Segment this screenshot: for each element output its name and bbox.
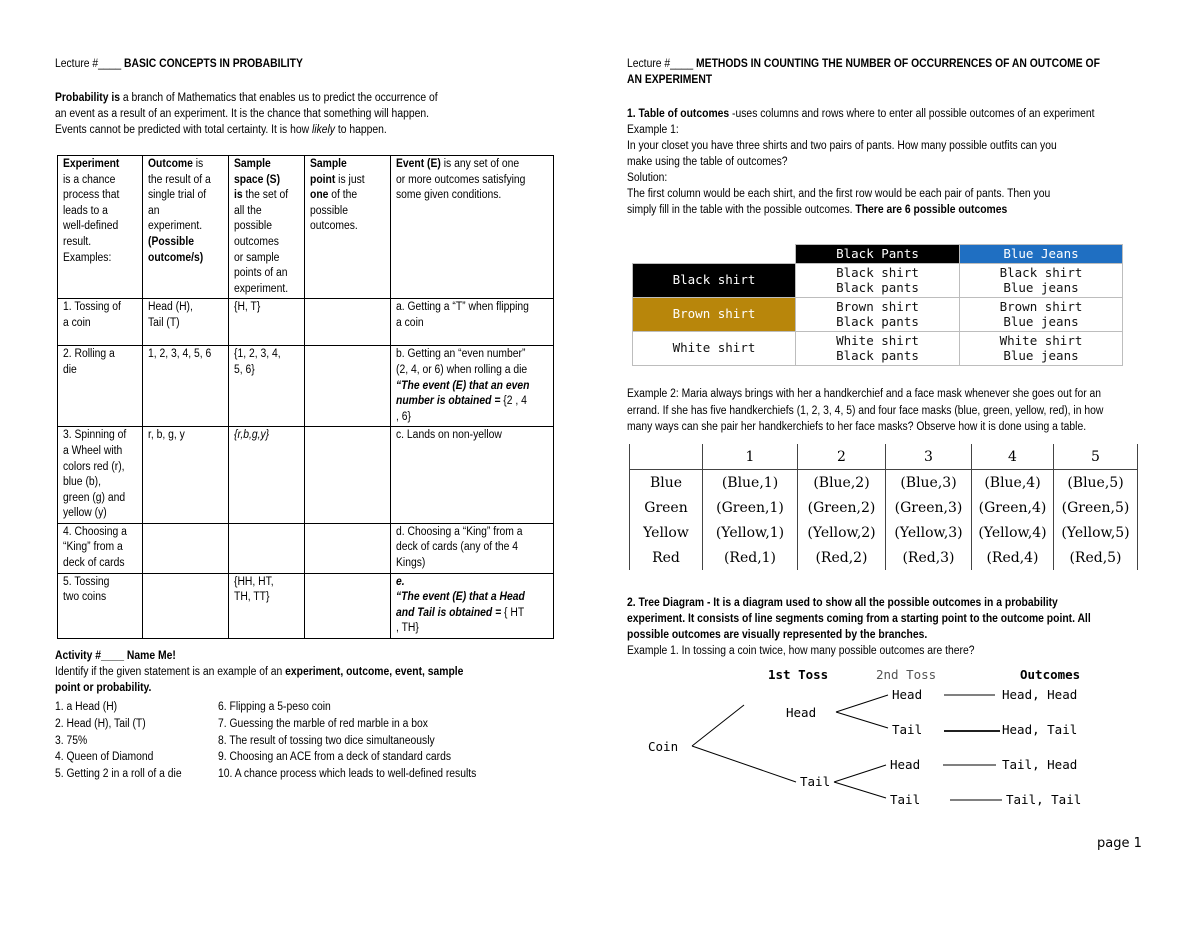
table-row: Yellow (Yellow,1) (Yellow,2) (Yellow,3) (Yellow,4) (Yellow,5) <box>630 520 1138 545</box>
tree-outcome: Head, Head <box>1002 687 1078 702</box>
header-outcome: Outcome is the result of a single trial of an experiment. (Possible outcome/s) <box>143 156 229 299</box>
header-event: Event (E) is any set of one or more outcomes satisfying some given conditions. <box>391 156 554 299</box>
activity-section: Activity #____ Name Me! Identify if the given statement is an example of an experiment, outcome, event, sample point or probability. <box>55 650 464 694</box>
pairing-table: 1 2 3 4 5 Blue (Blue,1) (Blue,2) (Blue,3) (Blue,4) (Blue,5) Green (Green,1) (Green,2) (Green,3) (Green,4) (Green,5) Yellow (Yellow,1) (Yellow,2) (Yellow,3) (Yellow,4) (Yellow,5) Red (Red,1) (Red,2) (Red,3) (Red,4) (Red,5) <box>629 444 1138 570</box>
tree-outcome: Tail, Head <box>1002 757 1078 772</box>
list-item: 2. Head (H), Tail (T) <box>55 717 146 730</box>
tree-outcome: Head, Tail <box>1002 722 1078 737</box>
tree-header-outcomes: Outcomes <box>1020 668 1081 682</box>
row-header-white-shirt: White shirt <box>633 331 796 365</box>
row-header-black-shirt: Black shirt <box>633 263 796 297</box>
tree-header-2nd-toss: 2nd Toss <box>876 668 937 682</box>
table-row: Blue (Blue,1) (Blue,2) (Blue,3) (Blue,4) (Blue,5) <box>630 470 1138 496</box>
activity-title: Activity #____ Name Me! <box>55 650 176 662</box>
page-number: page 1 <box>1097 836 1142 851</box>
table-row: 4. Choosing a “King” from a deck of cards d. Choosing a “King” from a deck of cards (any of the 4 Kings) <box>58 523 554 573</box>
list-item: 9. Choosing an ACE from a deck of standard cards <box>218 751 452 764</box>
activity-items-right <box>218 699 476 783</box>
tree-header-1st-toss: 1st Toss <box>768 668 829 682</box>
list-item: 5. Getting 2 in a roll of a die <box>55 768 182 781</box>
col-header-black-pants: Black Pants <box>796 245 960 264</box>
tree-outcome: Tail, Tail <box>1006 792 1082 807</box>
list-item: 6. Flipping a 5-peso coin <box>218 701 331 713</box>
header-sample-space: Sample space (S) is the set of all the possible outcomes or sample points of an experiment. <box>229 156 305 299</box>
tree-leaf-head: Head <box>892 687 923 702</box>
table-row: 3. Spinning of a Wheel with colors red (r), blue (b), green (g) and yellow (y) r, b, g, y {r,b,g,y} c. Lands on non-yellow <box>58 427 554 524</box>
left-lecture-heading: Lecture #____ BASIC CONCEPTS IN PROBABILITY <box>55 58 303 70</box>
right-lecture-heading: Lecture #____ METHODS IN COUNTING THE NUMBER OF OCCURRENCES OF AN OUTCOME OF AN EXPERIMENT <box>627 58 1100 86</box>
table-row: Green (Green,1) (Green,2) (Green,3) (Green,4) (Green,5) <box>630 495 1138 520</box>
tree-diagram-section: 2. Tree Diagram - It is a diagram used to show all the possible outcomes in a probability experiment. It consists of line segments coming from a starting point to the outcome point. All possible outcomes are visually represented by the branches. Example 1. In tossing a coin twice, how many possible outcomes are there? <box>627 597 1091 657</box>
concepts-table <box>57 155 554 639</box>
list-item: 7. Guessing the marble of red marble in a box <box>218 717 428 730</box>
tree-node-head: Head <box>786 705 817 720</box>
list-item: 1. a Head (H) <box>55 701 118 713</box>
row-header-brown-shirt: Brown shirt <box>633 297 796 331</box>
tree-node-tail: Tail <box>800 774 831 789</box>
outfit-table: Black Pants Blue Jeans Black shirt Black shirt Black pants Black shirt Blue jeans Brown shirt Brown shirt Black pants Brown shirt Blue jeans White shirt White shirt Black pants White shirt Blue jeans <box>632 244 1123 366</box>
table-row: Red (Red,1) (Red,2) (Red,3) (Red,4) (Red,5) <box>630 545 1138 570</box>
list-item: 10. A chance process which leads to well-defined results <box>218 768 477 781</box>
list-item: 4. Queen of Diamond <box>55 751 154 764</box>
tree-leaf-tail: Tail <box>892 722 923 737</box>
example-2-text: Example 2: Maria always brings with her a handkerchief and a face mask whenever she goes out for an errand. If she has five handkerchiefs (1, 2, 3, 4, 5) and four face masks (blue, green, yellow, red), in how many ways can she pair her handkerchiefs to her face masks? Observe how it is done using a table. <box>627 388 1104 433</box>
activity-items-left <box>55 699 182 783</box>
header-experiment: Experiment is a chance process that leads to a well-defined result. Examples: <box>58 156 143 299</box>
table-header-row <box>58 156 554 299</box>
tree-leaf-head: Head <box>890 757 921 772</box>
list-item: 8. The result of tossing two dice simultaneously <box>218 734 435 747</box>
table-row: 1. Tossing of a coin Head (H), Tail (T) {H, T} a. Getting a “T” when flipping a coin <box>58 299 554 346</box>
coin-toss-tree-diagram <box>640 668 1140 818</box>
col-header-blue-jeans: Blue Jeans <box>960 245 1123 264</box>
table-row: 5. Tossing two coins {HH, HT, TH, TT} e. “The event (E) that a Head and Tail is obtained = { HT , TH} <box>58 573 554 638</box>
table-of-outcomes-section: 1. Table of outcomes -uses columns and rows where to enter all possible outcomes of an experiment Example 1: In your closet you have three shirts and two pairs of pants. How many possible outfits can you make using the table of outcomes? Solution: The first column would be each shirt, and the first row would be each pair of pants. Then you simply fill in the table with the possible outcomes. There are 6 possible outcomes <box>627 108 1095 216</box>
probability-definition: Probability is a branch of Mathematics that enables us to predict the occurrence of an event as a result of an experiment. It is the chance that something will happen. Events cannot be predicted with total certainty. It is how likely to happen. <box>55 92 438 136</box>
list-item: 3. 75% <box>55 734 88 747</box>
tree-root-coin: Coin <box>648 739 679 754</box>
tree-leaf-tail: Tail <box>890 792 921 807</box>
header-sample-point: Sample point is just one of the possible outcomes. <box>305 156 391 299</box>
table-row: 2. Rolling a die 1, 2, 3, 4, 5, 6 {1, 2, 3, 4, 5, 6} b. Getting an “even number” (2, 4, or 6) when rolling a die “The event (E) that an even number is obtained = {2 , 4 , 6} <box>58 346 554 427</box>
